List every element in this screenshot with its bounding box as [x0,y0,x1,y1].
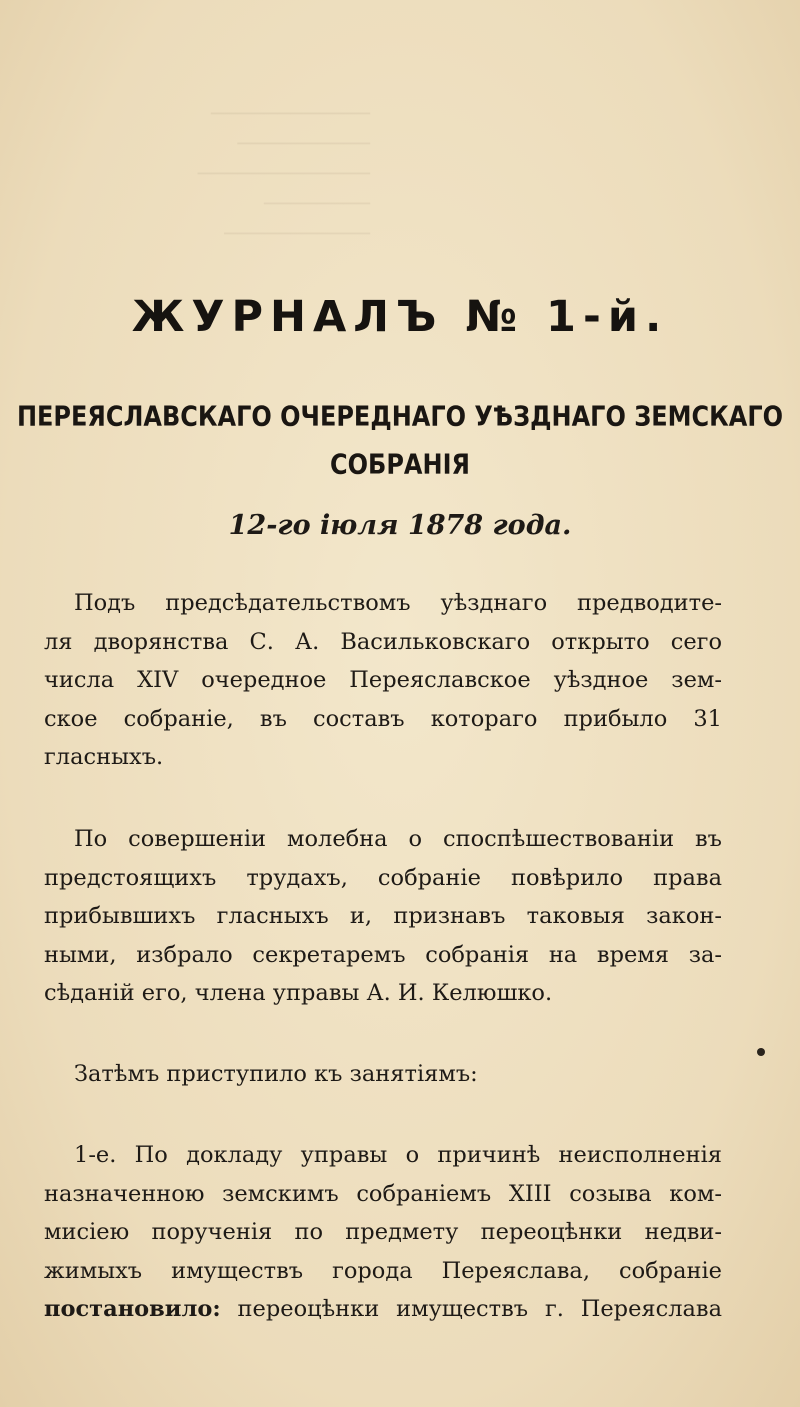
assembly-heading-line-1: ПЕРЕЯСЛАВСКАГО ОЧЕРЕДНАГО УѢЗДНАГО ЗЕМСКАГО [16,400,784,433]
text-line: мисіею порученія по предмету переоцѣнки недви- [44,1219,722,1245]
text-line: 1-е. По докладу управы о причинѣ неисполненія [74,1142,722,1168]
text-line: По совершеніи молебна о споспѣшествованіи въ [74,826,722,852]
text-line: жимыхъ имуществъ города Переяслава, собраніе [44,1257,722,1284]
paragraph-prayer [44,820,722,1013]
text-line: ными, избрало секретаремъ собранія на время за- [44,941,722,968]
ink-speck [757,1048,765,1056]
assembly-heading [0,392,800,489]
text-line: Затѣмъ приступило къ занятіямъ: [74,1061,478,1087]
text-line: Подъ предсѣдательствомъ уѣзднаго предводите- [74,590,722,616]
resolution-text: переоцѣнки имуществъ г. Переяслава [220,1296,722,1322]
text-line: ля дворянства С. А. Васильковскаго открыто сего [44,628,722,655]
assembly-heading-line-2: СОБРАНІЯ [330,448,470,481]
bleed-through-text: ──────────── ────────── ───────────── ──────── ─────────── [197,102,370,247]
paragraph-opening [44,584,722,777]
text-line: предстоящихъ трудахъ, собраніе повѣрило права [44,864,722,891]
resolution-keyword: постановило: [44,1296,221,1322]
text-line: прибывшихъ гласныхъ и, признавъ таковыя закон- [44,903,722,929]
paragraph-item-1 [44,1136,722,1329]
text-line: назначенною земскимъ собраніемъ XIII созыва ком- [44,1180,722,1207]
page-title: ЖУРНАЛЪ № 1-й. [131,292,669,342]
text-line-final [44,1290,722,1329]
session-date: 12-го іюля 1878 года. [228,510,572,541]
text-line: ское собраніе, въ составъ котораго прибыло 31 [44,705,722,732]
text-line: числа XIV очередное Переяславское уѣздное зем- [44,667,722,693]
text-line: гласныхъ. [44,744,164,770]
text-line: сѣданій его, члена управы А. И. Келюшко. [44,980,553,1006]
paragraph-proceed [44,1055,722,1094]
